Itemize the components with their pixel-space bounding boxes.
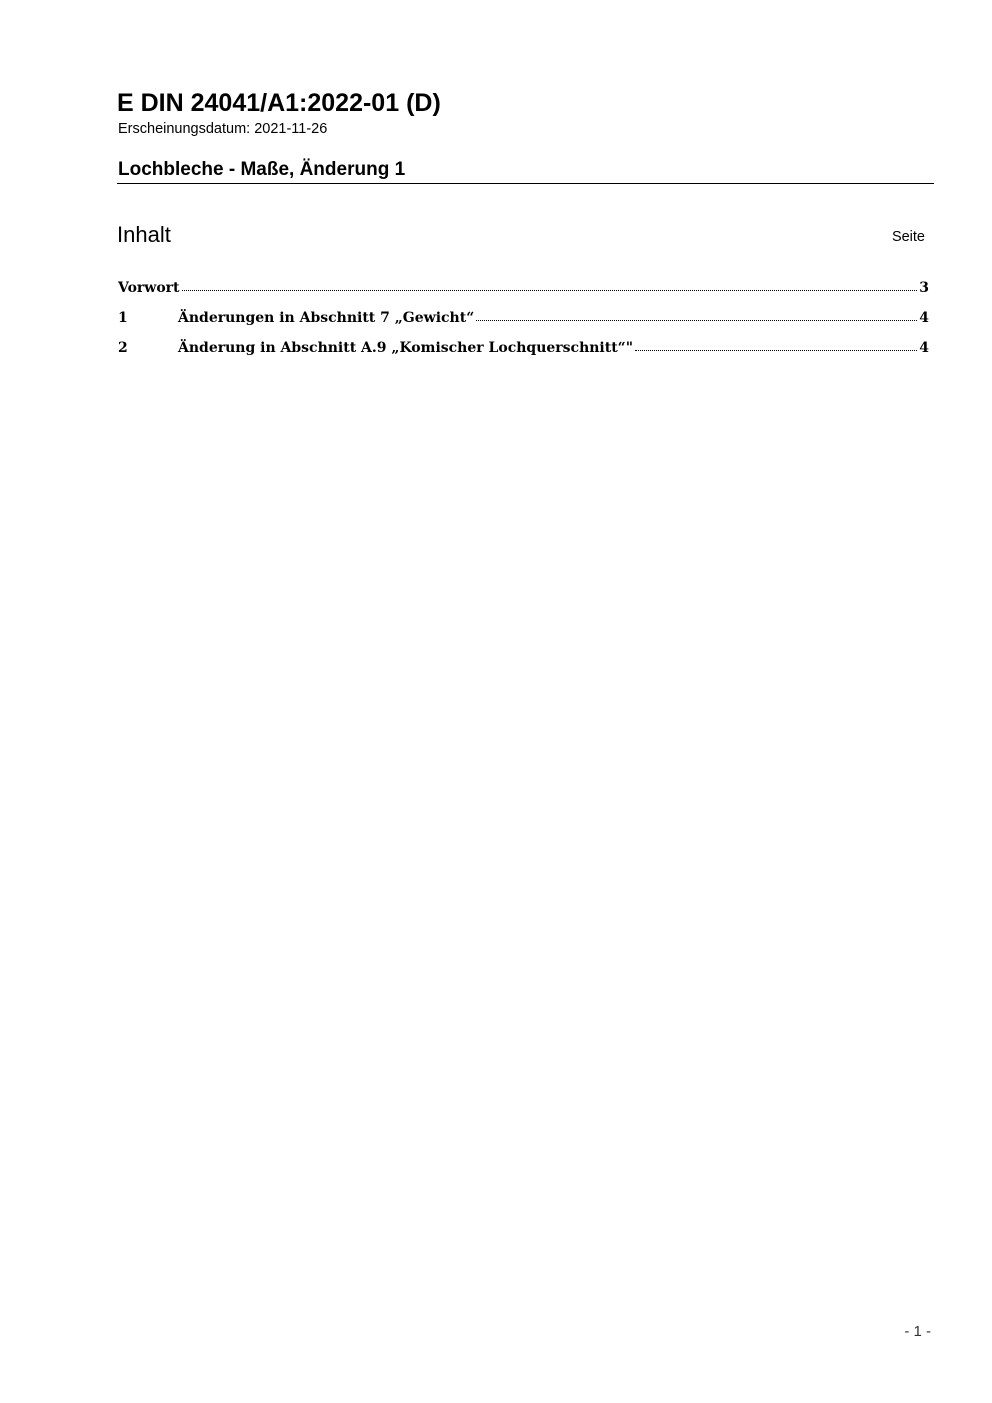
toc-entry-number: 2 <box>118 340 128 356</box>
toc-entry-title[interactable]: Vorwort <box>118 280 180 296</box>
toc-dot-leader <box>635 349 917 351</box>
toc-entry-title[interactable]: Änderung in Abschnitt A.9 „Komischer Lochquerschnitt“" <box>178 340 634 356</box>
document-title: E DIN 24041/A1:2022-01 (D) <box>117 89 441 117</box>
page-number: - 1 - <box>904 1323 931 1340</box>
toc-page-column-label: Seite <box>891 229 925 245</box>
toc-entry-page: 4 <box>919 340 929 356</box>
toc-dot-leader <box>182 289 918 291</box>
toc-entry-2[interactable] <box>118 340 929 360</box>
toc-entry-vorwort[interactable] <box>118 280 929 300</box>
toc-dot-leader <box>476 319 917 321</box>
document-subtitle: Lochbleche - Maße, Änderung 1 <box>118 159 406 180</box>
publication-date-value: 2021-11-26 <box>254 121 328 137</box>
toc-entry-page: 3 <box>919 280 929 296</box>
toc-heading: Inhalt <box>117 222 171 247</box>
publication-date-label: Erscheinungsdatum: <box>118 121 251 137</box>
toc-entry-title[interactable]: Änderungen in Abschnitt 7 „Gewicht“ <box>178 310 475 326</box>
subtitle-divider <box>117 183 934 184</box>
toc-entry-1[interactable] <box>118 310 929 330</box>
toc-entry-number: 1 <box>118 310 128 326</box>
toc-entry-page: 4 <box>919 310 929 326</box>
publication-date <box>118 121 327 137</box>
